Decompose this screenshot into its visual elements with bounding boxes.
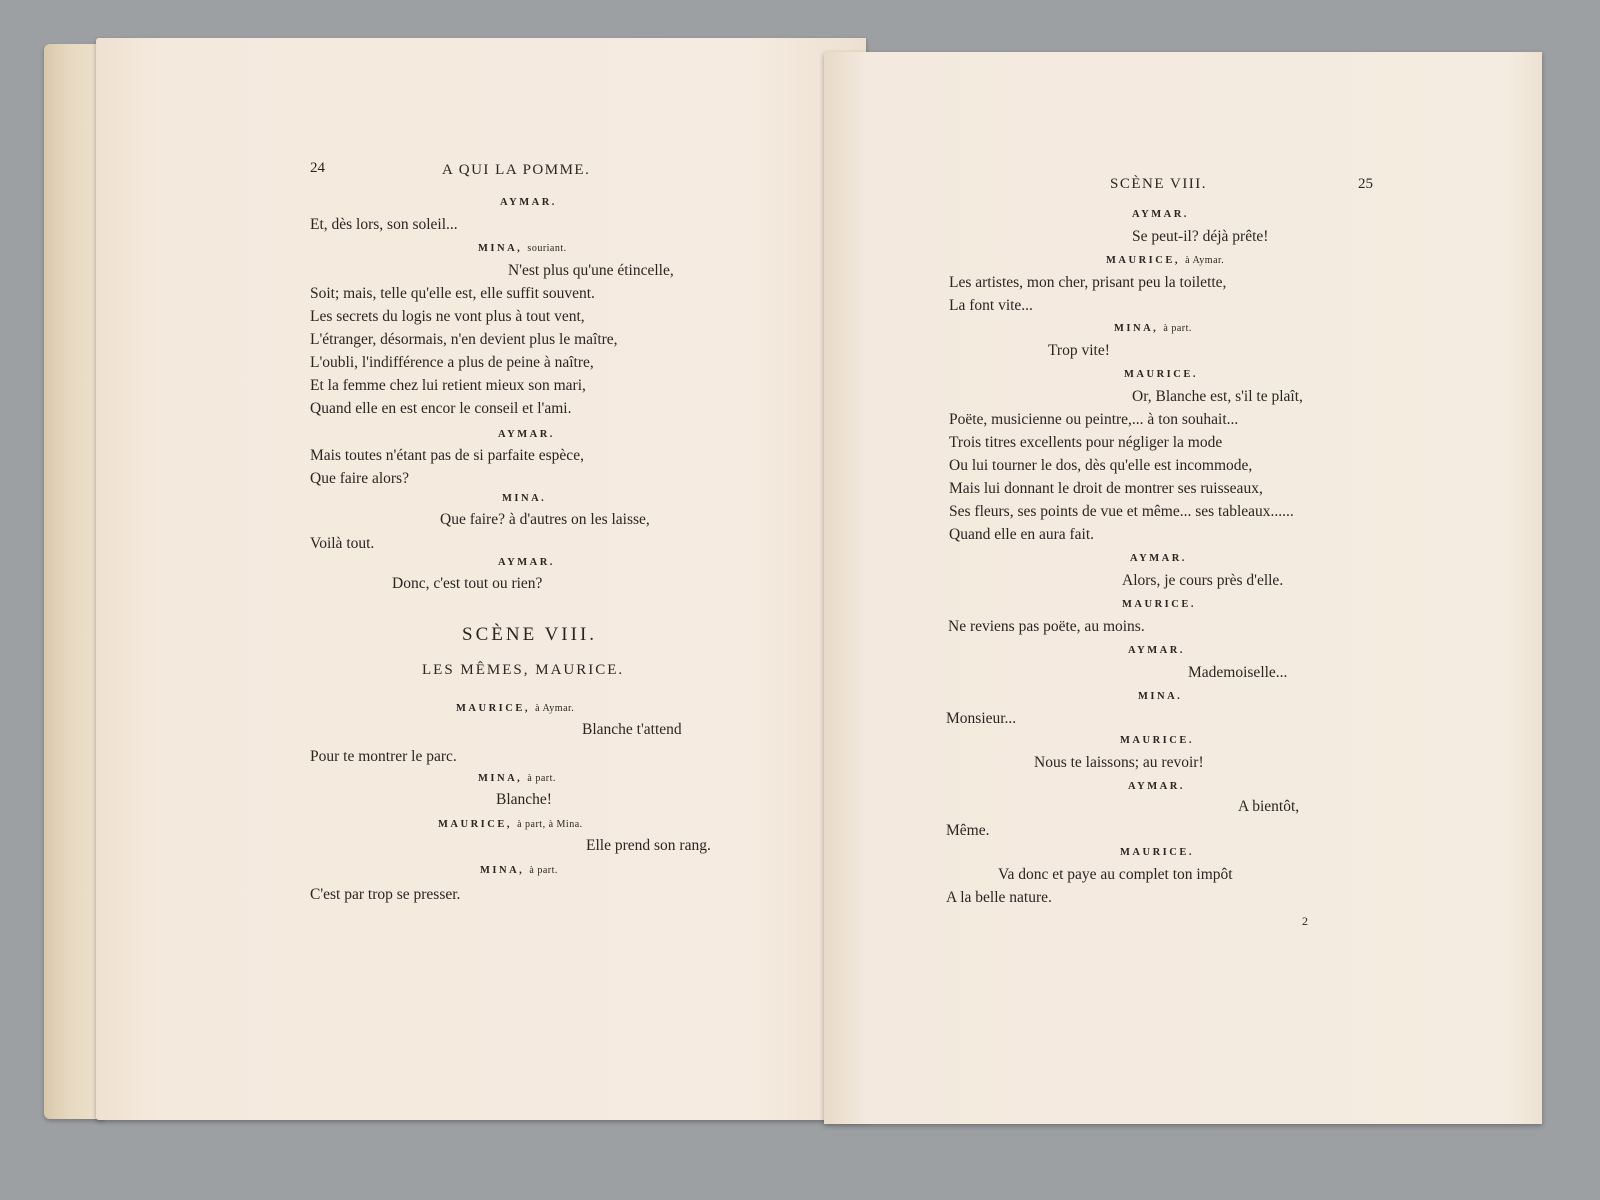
stage-direction: à part, à Mina. [517, 819, 583, 830]
verse-line: La font vite... [949, 297, 1033, 314]
verse-line: Que faire alors? [310, 470, 409, 487]
verse-line: Quand elle en est encor le conseil et l'ami. [310, 400, 572, 417]
verse-line: Pour te montrer le parc. [310, 748, 457, 765]
speaker-label: AYMAR. [1128, 781, 1185, 792]
verse-line: Mais toutes n'étant pas de si parfaite espèce, [310, 447, 584, 464]
speaker-label: MINA. [1138, 691, 1183, 702]
verse-line: Ou lui tourner le dos, dès qu'elle est incommode, [949, 457, 1253, 474]
speaker-label: MINA, souriant. [478, 243, 567, 254]
verse-line: Donc, c'est tout ou rien? [392, 575, 543, 592]
speaker-label: MINA, à part. [480, 865, 558, 876]
stage-direction: à part. [1163, 323, 1192, 334]
stage-direction: à part. [529, 865, 558, 876]
speaker-label: MAURICE. [1120, 735, 1194, 746]
verse-line: Nous te laissons; au revoir! [1034, 754, 1204, 771]
verse-line: Les artistes, mon cher, prisant peu la toilette, [949, 274, 1227, 291]
verse-line: Voilà tout. [310, 535, 375, 552]
verse-line: A bientôt, [1238, 798, 1300, 815]
speaker-label: MAURICE, à Aymar. [1106, 255, 1225, 266]
verse-line: C'est par trop se presser. [310, 886, 461, 903]
speaker-label: MINA. [502, 493, 547, 504]
page-number: 24 [310, 160, 325, 176]
speaker-label: AYMAR. [1130, 553, 1187, 564]
speaker-label: AYMAR. [498, 557, 555, 568]
speaker-label: MAURICE. [1122, 599, 1196, 610]
verse-line: Monsieur... [946, 710, 1017, 727]
verse-line: Trop vite! [1048, 342, 1110, 359]
speaker-label: AYMAR. [498, 429, 555, 440]
verse-line: Et la femme chez lui retient mieux son mari, [310, 377, 586, 394]
right-page [824, 52, 1542, 1124]
verse-line: Alors, je cours près d'elle. [1122, 572, 1284, 589]
verse-line: N'est plus qu'une étincelle, [508, 262, 674, 279]
verse-line: Même. [946, 822, 990, 839]
verse-line: Mais lui donnant le droit de montrer ses ruisseaux, [949, 480, 1263, 497]
signature-mark: 2 [1302, 914, 1308, 928]
cast-list: LES MÊMES, MAURICE. [422, 662, 625, 678]
speaker-label: MAURICE. [1124, 369, 1198, 380]
left-page [96, 38, 866, 1120]
verse-line: Elle prend son rang. [586, 837, 711, 854]
speaker-label: AYMAR. [1128, 645, 1185, 656]
scene-title: SCÈNE VIII. [462, 624, 598, 645]
stage-direction: à Aymar. [1185, 255, 1225, 266]
stage-direction: souriant. [527, 243, 567, 254]
verse-line: Va donc et paye au complet ton impôt [998, 866, 1233, 883]
verse-line: Ses fleurs, ses points de vue et même... ses tableaux...... [949, 503, 1294, 520]
speaker-label: MAURICE, à Aymar. [456, 703, 575, 714]
verse-line: Ne reviens pas poëte, au moins. [948, 618, 1145, 635]
verse-line: Or, Blanche est, s'il te plaît, [1132, 388, 1303, 405]
verse-line: L'étranger, désormais, n'en devient plus le maître, [310, 331, 618, 348]
verse-line: Mademoiselle... [1188, 664, 1288, 681]
stage-direction: à part. [527, 773, 556, 784]
verse-line: Se peut-il? déjà prête! [1132, 228, 1269, 245]
page-number: 25 [1358, 176, 1373, 192]
speaker-label: AYMAR. [1132, 209, 1189, 220]
verse-line: Quand elle en aura fait. [949, 526, 1095, 543]
verse-line: Les secrets du logis ne vont plus à tout vent, [310, 308, 585, 325]
running-head: SCÈNE VIII. [1110, 176, 1208, 192]
verse-line: A la belle nature. [946, 889, 1052, 906]
speaker-label: AYMAR. [500, 197, 557, 208]
speaker-label: MINA, à part. [478, 773, 556, 784]
verse-line: Soit; mais, telle qu'elle est, elle suffit souvent. [310, 285, 595, 302]
verse-line: Blanche t'attend [582, 721, 682, 738]
verse-line: Blanche! [496, 791, 552, 808]
stage-direction: à Aymar. [535, 703, 575, 714]
page-edges [44, 44, 104, 1119]
speaker-label: MAURICE, à part, à Mina. [438, 819, 583, 830]
running-head: A QUI LA POMME. [442, 162, 591, 178]
verse-line: Poëte, musicienne ou peintre,... à ton souhait... [949, 411, 1239, 428]
verse-line: Et, dès lors, son soleil... [310, 216, 458, 233]
verse-line: L'oubli, l'indifférence a plus de peine à naître, [310, 354, 594, 371]
speaker-label: MINA, à part. [1114, 323, 1192, 334]
speaker-label: MAURICE. [1120, 847, 1194, 858]
open-book [44, 36, 1544, 1126]
verse-line: Que faire? à d'autres on les laisse, [440, 511, 650, 528]
verse-line: Trois titres excellents pour négliger la mode [949, 434, 1223, 451]
